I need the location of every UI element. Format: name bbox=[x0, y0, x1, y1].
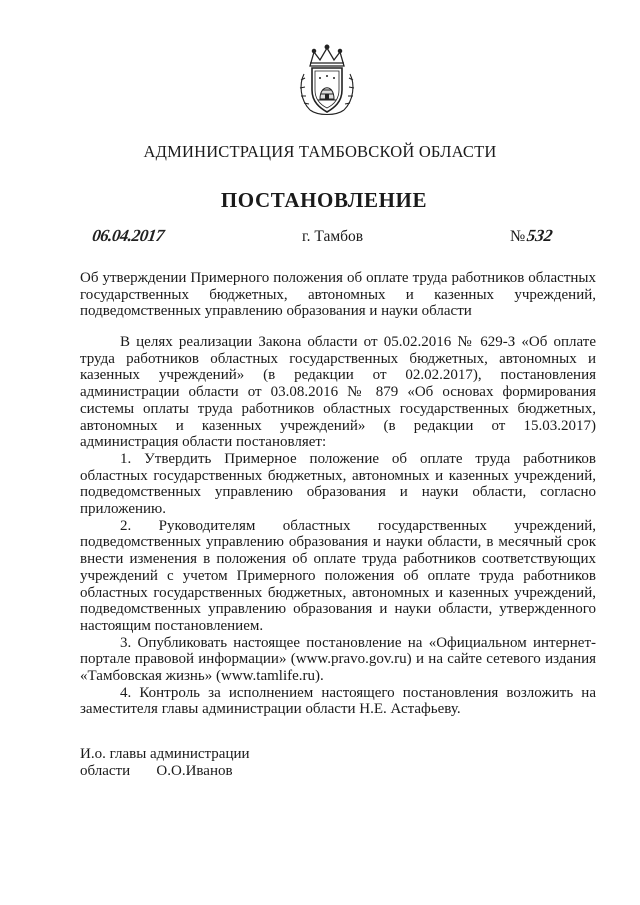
document-number bbox=[510, 226, 553, 250]
body-paragraph-preamble: В целях реализации Закона области от 05.02.2016 № 629-З «Об оплате труда работников областных государственных бюджетных, автономных и казенных учреждений» (в редакции от 02.02.2017), постановления администрации области от 03.08.2016 № 879 «Об основах формирования системы оплаты труда работников областных государственных бюджетных, автономных и казенных учреждений» (в редакции от 15.03.2017) администрация области постановляет: bbox=[80, 334, 596, 451]
document-body bbox=[80, 334, 596, 718]
body-paragraph-4: 4. Контроль за исполнением настоящего постановления возложить на заместителя главы администрации области Н.Е. Астафьеву. bbox=[80, 684, 596, 718]
signature-position-suffix: области bbox=[80, 762, 131, 779]
number-sign: № bbox=[510, 228, 526, 245]
signature-block bbox=[80, 746, 380, 779]
document-city: г. Тамбов bbox=[302, 228, 364, 245]
body-paragraph-2: 2. Руководителям областных государственных учреждений, подведомственных управлению образования и науки области, в месячный срок внести изменения в положения об оплате труда работников соответствующих учреждений с учетом Примерного положения об оплате труда работников областных государственных бюджетных, автономных и казенных учреждений, подведомственных управлению образования и науки области, утвержденного настоящим постановлением. bbox=[80, 517, 596, 634]
body-paragraph-3: 3. Опубликовать настоящее постановление на «Официальном интернет-портале правовой информации» (www.pravo.gov.ru) и на сайте сетевого издания «Тамбовская жизнь» (www.tamlife.ru). bbox=[80, 634, 596, 685]
body-paragraph-1: 1. Утвердить Примерное положение об оплате труда работников областных государственных бюджетных, автономных и казенных учреждений, подведомственных управлению образования и науки области, согласно приложению. bbox=[80, 450, 596, 518]
document-date: 06.04.2017 bbox=[91, 226, 166, 245]
signature-line-2 bbox=[80, 763, 380, 780]
document-number-value: 532 bbox=[526, 226, 555, 245]
coat-of-arms-icon bbox=[296, 44, 358, 120]
document-type-heading: ПОСТАНОВЛЕНИЕ bbox=[220, 188, 428, 212]
document-subject: Об утверждении Примерного положения об оплате труда работников областных государственных бюджетных, автономных и казенных учреждений, подведомственных управлению образования и науки области bbox=[80, 270, 596, 320]
signatory-name: О.О.Иванов bbox=[156, 762, 233, 779]
signature-position: И.о. главы администрации bbox=[80, 746, 250, 762]
organization-title: АДМИНИСТРАЦИЯ ТАМБОВСКОЙ ОБЛАСТИ bbox=[143, 142, 497, 161]
